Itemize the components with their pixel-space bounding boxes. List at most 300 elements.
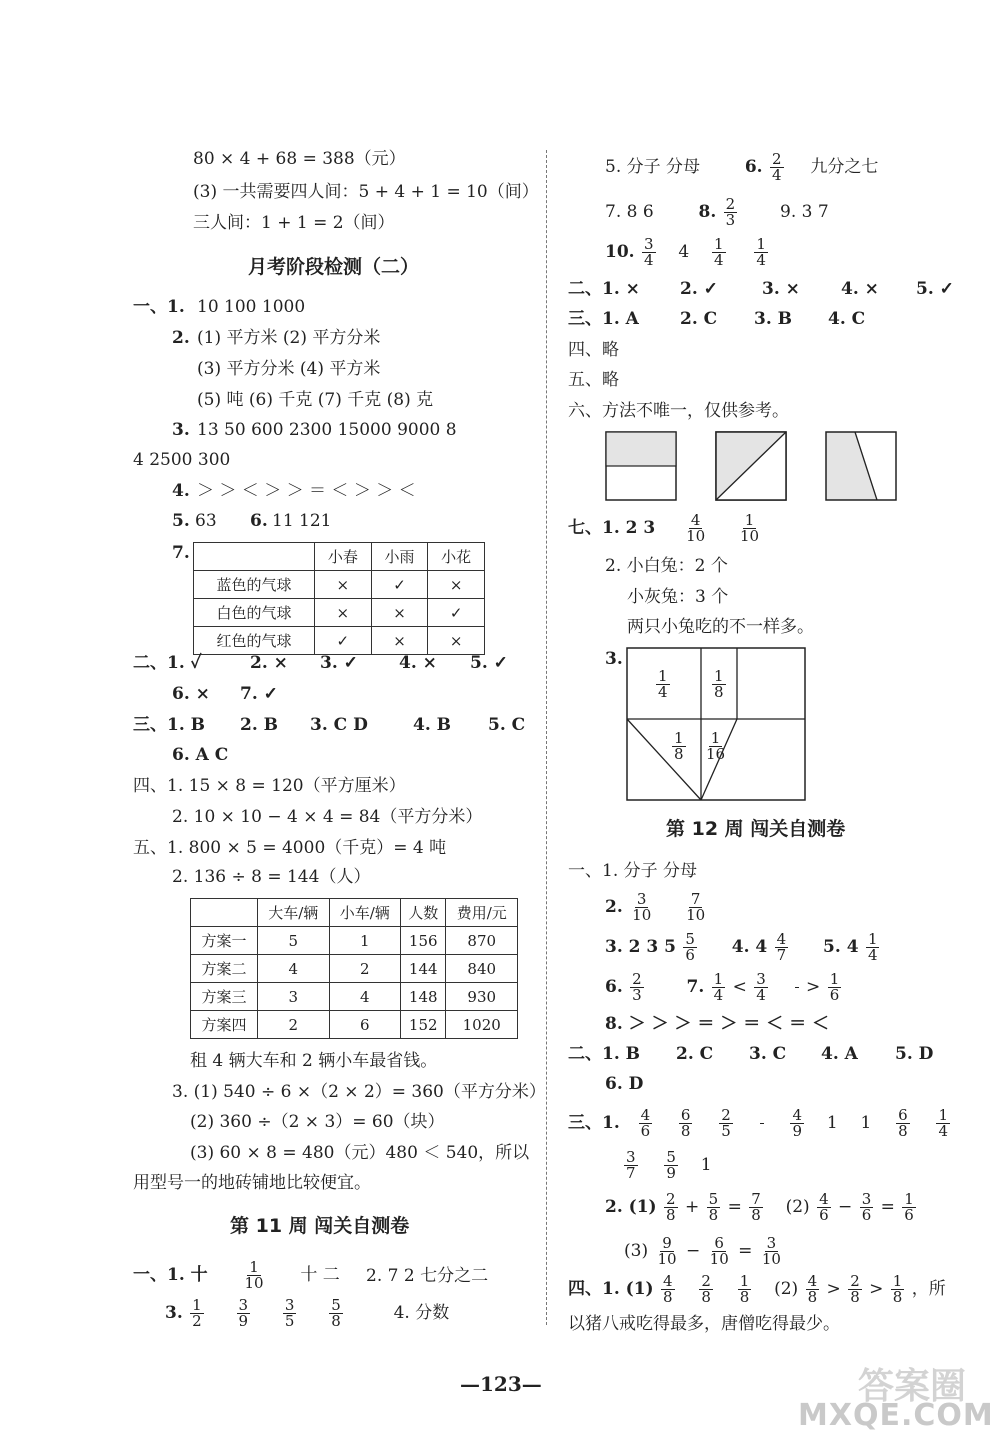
answer-text: 1	[860, 1113, 872, 1133]
fraction	[630, 972, 644, 1003]
table-cell	[194, 543, 315, 571]
answer-label: 8.	[698, 202, 717, 222]
answer-text: 5. 分子 分母	[605, 157, 701, 177]
fraction	[699, 1274, 713, 1305]
numerator: 2	[701, 1272, 711, 1290]
answer-text: ＞ ＞ ＜ ＞ ＞ ＝ ＜ ＞ ＞ ＜	[197, 481, 416, 501]
table-cell: 840	[446, 955, 518, 983]
answer-label: (2)	[785, 1197, 810, 1217]
numerator: 1	[867, 930, 878, 948]
table-row	[194, 627, 485, 655]
numerator: 1	[756, 235, 766, 253]
numerator: 1	[714, 667, 724, 685]
figure-square-1	[606, 432, 676, 500]
fraction	[896, 1108, 910, 1139]
answer-text: 三、1. B	[133, 715, 206, 735]
fraction	[708, 1236, 731, 1267]
denominator: 5	[721, 1122, 731, 1140]
answer-text: 2. 小白兔：2 个	[605, 556, 728, 576]
answer-text: 用型号一的地砖铺地比较便宜。	[133, 1173, 371, 1193]
answer-text: 4. C	[828, 309, 866, 329]
fraction	[712, 669, 726, 700]
fraction	[672, 731, 686, 762]
answer-text: 4. A	[821, 1044, 858, 1064]
denominator: 6	[904, 1206, 914, 1224]
answer-text: 3. ✓	[320, 653, 358, 673]
numerator: 1	[192, 1296, 202, 1314]
denominator: 8	[708, 1206, 719, 1224]
numerator: 3	[636, 890, 647, 908]
denominator: 4	[756, 986, 766, 1004]
numerator: 3	[756, 970, 766, 988]
denominator: 6	[640, 1122, 651, 1140]
numerator: 1	[744, 511, 755, 529]
denominator: 6	[861, 1206, 872, 1224]
answer-text: 1	[826, 1113, 838, 1133]
answer-text: 6. D	[605, 1074, 644, 1094]
answer-label: 四、1. (1)	[568, 1279, 654, 1299]
answer-label: 3.	[165, 1303, 183, 1323]
denominator: 4	[938, 1122, 948, 1140]
fraction	[679, 1108, 693, 1139]
fraction	[639, 1108, 653, 1139]
numerator: 2	[725, 195, 736, 213]
numerator	[760, 1123, 764, 1124]
table-cell: 3	[258, 983, 330, 1011]
numerator: 4	[807, 1272, 818, 1290]
answer-line: 四、1. (1) $\frac{4}{8}$ $\frac{2}{8}$ $\frac{1}{8}$ (2) $\frac{4}{8}$ > $\frac{2}{8}$ > $\frac{1}{8}$ ，所	[568, 1272, 946, 1306]
answer-text: 五、1. 800 × 5 = 4000（千克）= 4 吨	[133, 838, 447, 858]
denominator: 4	[658, 683, 668, 701]
answer-text: 2. 136 ÷ 8 = 144（人）	[172, 867, 371, 887]
table-cell: 4	[329, 983, 401, 1011]
answer-line	[605, 237, 770, 268]
numerator: 1	[674, 729, 684, 747]
answer-text: 十 二	[300, 1265, 340, 1285]
numerator: 4	[819, 1190, 829, 1208]
answer-line: 2. (1) $\frac{2}{8}$ + $\frac{5}{8}$ = $\frac{7}{8}$ (2) $\frac{4}{6}$ − $\frac{3}{6}$ = $\frac{1}{6}$	[605, 1190, 914, 1224]
numerator: 1	[249, 1258, 259, 1276]
numerator: 4	[776, 930, 787, 948]
answer-label: 7.	[686, 977, 705, 997]
answer-text: 4	[678, 242, 690, 262]
denominator: 8	[674, 745, 684, 763]
table-cell: 大车/辆	[258, 899, 330, 927]
watermark: MXQE.COM	[798, 1398, 994, 1433]
answer-text: 8. ＞ ＞ ＞ ＝ ＞ ＝ ＜ ＝ ＜	[605, 1014, 830, 1034]
denominator: 10	[244, 1274, 264, 1292]
answer-text: 6. A C	[172, 745, 229, 765]
answer-line	[605, 892, 709, 923]
denominator: 10	[657, 1250, 677, 1268]
answer-text: 2. C	[680, 309, 718, 329]
fraction	[775, 932, 789, 963]
table-cell: 4	[258, 955, 330, 983]
denominator: 8	[892, 1288, 903, 1306]
fraction	[754, 237, 768, 268]
answer-text: 2. C	[676, 1044, 714, 1064]
fraction	[190, 1298, 204, 1329]
numerator: 7	[751, 1190, 761, 1208]
table-cell: 930	[446, 983, 518, 1011]
answer-label: 5.	[172, 511, 190, 531]
table-cell: 费用/元	[446, 899, 518, 927]
denominator: 8	[680, 1122, 691, 1140]
denominator: 8	[850, 1288, 860, 1306]
answer-text: 4. ×	[841, 279, 879, 299]
answer-text: 2. 10 × 10 − 4 × 4 = 84（平方分米）	[172, 807, 483, 827]
fraction	[817, 1192, 831, 1223]
answer-text: 3. C D	[310, 715, 368, 735]
denominator: 8	[331, 1312, 341, 1330]
numerator: 9	[662, 1234, 672, 1252]
fraction	[860, 1192, 874, 1223]
balloon-table	[193, 542, 485, 655]
answer-label: 6.	[250, 511, 268, 531]
fraction	[724, 197, 738, 228]
answer-text: 6. ×	[172, 684, 210, 704]
table-cell: 红色的气球	[194, 627, 315, 655]
numerator: 3	[643, 235, 654, 253]
denominator: 8	[898, 1122, 908, 1140]
table-row	[191, 927, 518, 955]
table-cell: ×	[428, 627, 485, 655]
fraction	[664, 1192, 678, 1223]
fraction	[242, 1260, 265, 1291]
fraction	[642, 237, 656, 268]
table-cell: ×	[315, 571, 372, 599]
fraction	[656, 669, 670, 700]
fraction	[329, 1298, 343, 1329]
answer-line	[605, 152, 878, 183]
numerator: 3	[626, 1148, 636, 1166]
fraction	[684, 892, 707, 923]
fraction	[866, 932, 880, 963]
answer-line	[165, 1298, 449, 1329]
answer-line: (3) $\frac{9}{10}$ − $\frac{6}{10}$ = $\frac{3}{10}$	[624, 1234, 781, 1268]
answer-line: 6. $\frac{2}{3}$ 7. $\frac{1}{4}$ < $\frac{3}{4}$ > $\frac{1}{6}$	[605, 970, 840, 1004]
numerator: 1	[713, 235, 724, 253]
table-cell: 白色的气球	[194, 599, 315, 627]
answer-label: 2.	[605, 897, 623, 917]
answer-text: 7. ✓	[240, 684, 278, 704]
denominator: 3	[632, 986, 642, 1004]
text-line: 80 × 4 + 68 = 388（元）	[193, 149, 406, 169]
table-cell: 小雨	[371, 543, 428, 571]
answer-label: 3.	[172, 420, 190, 440]
answer-label: 7.	[172, 543, 190, 563]
numerator: 6	[898, 1106, 908, 1124]
text-line: (3) 一共需要四人间：5 + 4 + 1 = 10（间）	[193, 182, 539, 202]
numerator: 5	[666, 1148, 676, 1166]
answer-text: 4. 4	[731, 937, 768, 957]
fraction	[749, 1192, 763, 1223]
denominator: 6	[819, 1206, 829, 1224]
answer-text: 2. ✓	[680, 279, 718, 299]
answer-text: 一、1. 分子 分母	[568, 861, 698, 881]
table-cell: ×	[428, 571, 485, 599]
answer-text: 3. (1) 540 ÷ 6 ×（2 × 2）= 360（平方分米）	[172, 1082, 546, 1102]
numerator: 3	[284, 1296, 295, 1314]
denominator: 2	[192, 1312, 202, 1330]
numerator: 3	[861, 1190, 872, 1208]
answer-text: 租 4 辆大车和 2 辆小车最省钱。	[190, 1051, 438, 1071]
table-cell: ×	[371, 627, 428, 655]
table-cell: 方案四	[191, 1011, 258, 1039]
table-row	[194, 599, 485, 627]
page-number: —123—	[460, 1372, 542, 1396]
table-cell: 870	[446, 927, 518, 955]
answer-text: 11 121	[272, 511, 332, 531]
fraction	[712, 972, 726, 1003]
answer-text: 以猪八戒吃得最多，唐僧吃得最少。	[568, 1314, 840, 1334]
table-cell: 1	[329, 927, 401, 955]
numerator: 5	[708, 1190, 719, 1208]
answer-text: 10 100 1000	[197, 297, 306, 317]
column-divider	[546, 150, 547, 1325]
numerator: 1	[658, 667, 668, 685]
answer-label: 10.	[605, 242, 635, 262]
table-cell: 152	[401, 1011, 446, 1039]
answer-text: 二、1. ✓	[133, 653, 202, 673]
answer-text: (2) 360 ÷（2 × 3）= 60（块）	[190, 1112, 445, 1132]
table-cell: 144	[401, 955, 446, 983]
answer-text: 3. ×	[762, 279, 800, 299]
numerator: 6	[680, 1106, 691, 1124]
table-header-row	[194, 543, 485, 571]
answer-text: 5. ✓	[916, 279, 954, 299]
numerator: 1	[892, 1272, 903, 1290]
answer-text: 5. D	[895, 1044, 934, 1064]
answer-text: 2. ×	[250, 653, 288, 673]
numerator: 2	[772, 150, 782, 168]
answer-text: 4 2500 300	[133, 450, 231, 470]
answer-text: 四、略	[568, 340, 619, 360]
table-row	[194, 571, 485, 599]
fraction	[760, 1236, 783, 1267]
denominator: 8	[739, 1288, 750, 1306]
answer-text: 5. C	[488, 715, 526, 735]
numerator: 2	[850, 1272, 860, 1290]
denominator: 8	[663, 1288, 673, 1306]
fraction	[760, 1123, 764, 1124]
answer-text: 3. B	[754, 309, 793, 329]
answer-text: 七、1. 2 3	[568, 518, 656, 538]
fraction	[828, 972, 842, 1003]
numerator: 1	[904, 1190, 914, 1208]
rental-table	[190, 898, 518, 1039]
numerator: 1	[938, 1106, 948, 1124]
numerator: 1	[829, 970, 840, 988]
watermark-logo: 答案圈	[858, 1366, 967, 1407]
denominator: 9	[666, 1164, 676, 1182]
answer-text: 六、方法不唯一，仅供参考。	[568, 401, 789, 421]
table-cell: 蓝色的气球	[194, 571, 315, 599]
answer-text: 3. C	[749, 1044, 787, 1064]
fraction	[630, 892, 653, 923]
denominator: 10	[686, 527, 706, 545]
answer-label: 2.	[172, 328, 190, 348]
answer-text: 4. ×	[399, 653, 437, 673]
denominator: 4	[713, 986, 724, 1004]
table-cell: 2	[258, 1011, 330, 1039]
numerator: 7	[690, 890, 701, 908]
denominator: 6	[685, 946, 695, 964]
fraction	[661, 1274, 675, 1305]
numerator: 1	[713, 970, 724, 988]
denominator: 5	[284, 1312, 295, 1330]
fraction	[719, 1108, 733, 1139]
denominator: 3	[725, 211, 736, 229]
numerator: 6	[714, 1234, 724, 1252]
numerator: 2	[721, 1106, 731, 1124]
answer-text: 2. 7 2 七分之二	[366, 1266, 489, 1286]
table-cell: ✓	[428, 599, 485, 627]
numerator: 2	[632, 970, 642, 988]
table-cell: ✓	[371, 571, 428, 599]
fraction	[624, 1150, 638, 1181]
table-row	[191, 983, 518, 1011]
fraction	[683, 932, 697, 963]
answer-line	[133, 1260, 340, 1291]
answer-line	[568, 1108, 952, 1139]
answer-text: ，所	[911, 1279, 946, 1299]
figure-square-3	[826, 432, 896, 500]
table-cell: 5	[258, 927, 330, 955]
numerator	[795, 987, 799, 988]
answer-text: 四、1. 15 × 8 = 120（平方厘米）	[133, 776, 406, 796]
numerator: 4	[792, 1106, 802, 1124]
answer-label: 6.	[744, 157, 763, 177]
answer-label: 三、1.	[568, 1113, 620, 1133]
text-line: 三人间：1 + 1 = 2（间）	[193, 213, 395, 233]
answer-text: (1) 平方米 (2) 平方分米	[197, 328, 381, 348]
table-row	[191, 955, 518, 983]
denominator: 8	[751, 1206, 761, 1224]
denominator: 10	[632, 906, 652, 924]
denominator: 10	[686, 906, 706, 924]
answer-text: 小灰兔：3 个	[627, 587, 729, 607]
section-heading: 第 11 周 闯关自测卷	[230, 1215, 410, 1237]
section-heading: 月考阶段检测（二）	[248, 256, 420, 278]
table-cell: 小车/辆	[329, 899, 401, 927]
denominator: 4	[643, 251, 654, 269]
denominator: 7	[626, 1164, 636, 1182]
answer-text: 63	[195, 511, 217, 531]
answer-label: 一、1.	[133, 297, 185, 317]
fraction	[707, 1192, 721, 1223]
numerator: 1	[710, 729, 721, 747]
table-cell	[191, 899, 258, 927]
answer-text: 一、1. 十	[133, 1265, 208, 1285]
answer-text: 五、略	[568, 370, 619, 390]
answer-text: 九分之七	[810, 157, 879, 177]
answer-text: 1	[700, 1155, 712, 1175]
table-header-row	[191, 899, 518, 927]
table-cell: 小花	[428, 543, 485, 571]
fraction	[712, 237, 726, 268]
answer-label: 6.	[605, 977, 623, 997]
answer-label: 2. (1)	[605, 1197, 657, 1217]
table-cell: 156	[401, 927, 446, 955]
fraction	[283, 1298, 297, 1329]
denominator: 7	[776, 946, 787, 964]
numerator: 2	[666, 1190, 676, 1208]
numerator: 1	[739, 1272, 750, 1290]
answer-line	[605, 932, 881, 963]
answer-text: 两只小兔吃的不一样多。	[627, 617, 814, 637]
answer-text: (3) 60 × 8 = 480（元）480 ＜ 540，所以	[190, 1143, 530, 1163]
table-cell: 方案一	[191, 927, 258, 955]
answer-label: (2)	[774, 1279, 799, 1299]
answer-text: 二、1. ×	[568, 279, 640, 299]
denominator: 10	[761, 1250, 781, 1268]
table-cell: 2	[329, 955, 401, 983]
answer-text: 4. B	[413, 715, 452, 735]
table-cell: ✓	[315, 627, 372, 655]
answer-text: (3) 平方分米 (4) 平方米	[197, 359, 381, 379]
answer-text: 三、1. A	[568, 309, 639, 329]
fraction	[770, 152, 784, 183]
denominator: 8	[701, 1288, 711, 1306]
numerator: 3	[238, 1296, 249, 1314]
table-cell: 方案二	[191, 955, 258, 983]
denominator: 10	[739, 527, 760, 545]
answer-text: 2. B	[240, 715, 279, 735]
denominator: 4	[772, 166, 782, 184]
fraction	[795, 987, 799, 988]
fraction	[790, 1108, 804, 1139]
denominator: 8	[807, 1288, 818, 1306]
denominator: 9	[238, 1312, 249, 1330]
fraction	[664, 1150, 678, 1181]
numerator: 3	[766, 1234, 777, 1252]
answer-text: 5. 4	[823, 937, 859, 957]
answer-line	[568, 513, 763, 544]
answer-label: 3.	[605, 649, 623, 669]
answer-text: (5) 吨 (6) 千克 (7) 千克 (8) 克	[197, 390, 434, 410]
answer-text: 二、1. B	[568, 1044, 641, 1064]
table-cell: 6	[329, 1011, 401, 1039]
answer-label: (3)	[624, 1241, 649, 1261]
fraction	[754, 972, 768, 1003]
fraction	[656, 1236, 679, 1267]
answer-text: 5. ✓	[470, 653, 508, 673]
fraction	[237, 1298, 251, 1329]
fraction	[902, 1192, 916, 1223]
table-cell: 小春	[315, 543, 372, 571]
denominator: 4	[713, 251, 724, 269]
table-cell: ×	[371, 599, 428, 627]
fraction	[684, 513, 707, 544]
answer-text: 13 50 600 2300 15000 9000 8	[197, 420, 457, 440]
fraction	[704, 731, 727, 762]
fraction	[848, 1274, 862, 1305]
numerator: 4	[690, 511, 701, 529]
denominator: 6	[829, 986, 840, 1004]
answer-text: 4. 分数	[393, 1303, 450, 1323]
denominator: 10	[709, 1250, 729, 1268]
fraction-grid-figure	[626, 647, 806, 801]
denominator: 9	[792, 1122, 802, 1140]
denominator: 16	[706, 745, 726, 763]
denominator: 4	[867, 946, 878, 964]
fraction	[891, 1274, 905, 1305]
numerator: 5	[685, 930, 695, 948]
table-cell: 人数	[401, 899, 446, 927]
fraction	[806, 1274, 820, 1305]
section-heading: 第 12 周 闯关自测卷	[666, 818, 846, 840]
